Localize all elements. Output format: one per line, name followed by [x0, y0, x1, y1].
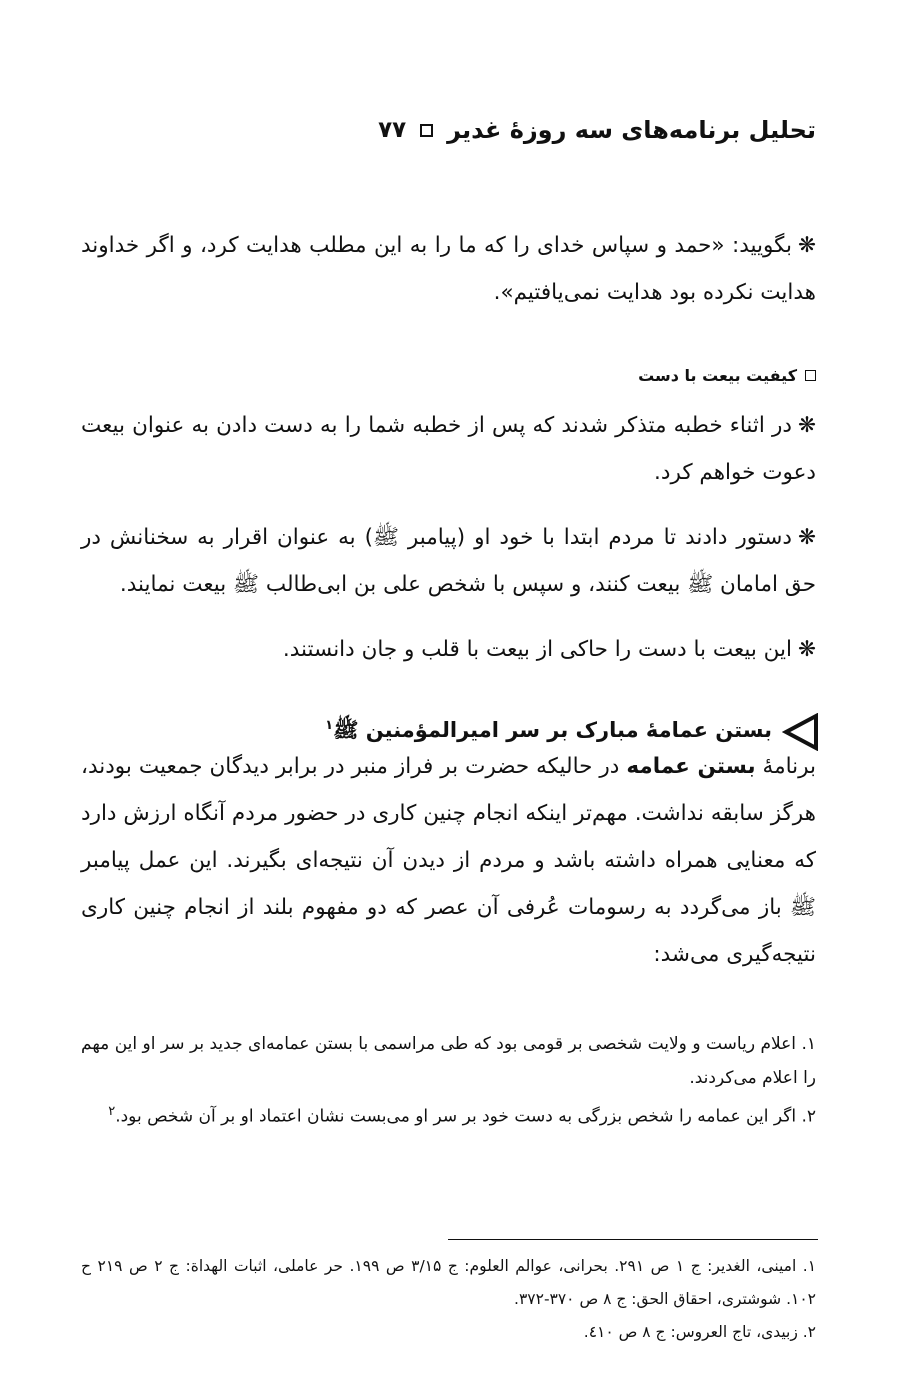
paragraph-2	[81, 402, 816, 496]
section-title-text: بستن عمامهٔ مبارک بر سر امیرالمؤمنین ﷺ	[333, 717, 772, 742]
asterisk-icon: ❋	[797, 233, 816, 258]
paragraph-4	[81, 626, 816, 673]
subheading-text: کیفیت بیعت با دست	[638, 366, 797, 385]
square-bullet-icon	[420, 124, 433, 137]
section-body-text: در حالیکه حضرت بر فراز منبر در برابر دیدگان جمعیت بودند، هرگز سابقه نداشت. مهم‌تر اینکه انجام چنین کاری در حضور مردم آنگاه ارزش دارد که معنایی همراه داشته باشد و مردم از دیدن آن نتیجه‌ای بگیرند. این عمل پیامبر ﷺ باز می‌گردد به رسومات عُرفی آن عصر که دو مفهوم بلند از انجام چنین کاری نتیجه‌گیری می‌شد:	[81, 754, 816, 967]
footnote-1: ۱. امینی، الغدیر: ج ۱ ص ۲۹۱. بحرانی، عوالم العلوم: ج ۳/۱۵ ص ۱۹۹. حر عاملی، اثبات الهداة: ج ۲ ص ۲۱۹ ح ۱۰۲. شوشتری، احقاق الحق: ج ۸ ص ۳۷۰-۳۷۲.	[81, 1257, 817, 1308]
running-header	[378, 116, 816, 144]
header-title: تحلیل برنامه‌های سه روزهٔ غدیر	[447, 116, 816, 144]
paragraph-3	[81, 514, 816, 608]
subheading	[638, 366, 816, 385]
paragraph-1	[81, 222, 816, 316]
list-item: ۱. اعلام ریاست و ولایت شخصی بر قومی بود که طی مراسمی با بستن عمامه‌ای جدید بر سر او این مهم را اعلام می‌کردند.	[81, 1034, 816, 1088]
section-body-prefix: برنامهٔ	[755, 754, 816, 779]
paragraph-2-text: در اثناء خطبه متذکر شدند که پس از خطبه شما را به دست دادن به عنوان بیعت دعوت خواهم کرد.	[81, 413, 816, 485]
asterisk-icon: ❋	[797, 525, 816, 550]
paragraph-3-text: دستور دادند تا مردم ابتدا با خود او (پیامبر ﷺ) به عنوان اقرار به سخنانش در حق امامان ﷺ بیعت کنند، و سپس با شخص علی بن ابی‌طالب ﷺ بیعت نمایند.	[81, 525, 816, 597]
footnote-ref: ۲	[108, 1104, 116, 1119]
list-item-text: ۲. اگر این عمامه را شخص بزرگی به دست خود بر سر او می‌بست نشان اعتماد او بر آن شخص بود.	[115, 1106, 816, 1127]
numbered-list	[81, 1027, 816, 1134]
square-bullet-icon	[805, 370, 816, 381]
footnote-divider	[448, 1239, 818, 1240]
footnote-2: ۲. زبیدی، تاج العروس: ج ۸ ص ٤١٠.	[583, 1323, 816, 1341]
section-body-bold: بستن عمامه	[626, 754, 756, 779]
section-body	[81, 743, 816, 978]
paragraph-4-text: این بیعت با دست را حاکی از بیعت با قلب و جان دانستند.	[282, 637, 792, 662]
page-number: ۷۷	[378, 117, 407, 143]
footnotes	[81, 1250, 816, 1349]
paragraph-1-text: بگویید: «حمد و سپاس خدای را که ما را به این مطلب هدایت کرد، و اگر خداوند هدایت نکرده بود هدایت نمی‌یافتیم».	[81, 233, 816, 305]
asterisk-icon: ❋	[797, 413, 816, 438]
asterisk-icon: ❋	[797, 637, 816, 662]
list-item	[81, 1095, 816, 1134]
footnote-ref: ۱	[325, 717, 334, 733]
